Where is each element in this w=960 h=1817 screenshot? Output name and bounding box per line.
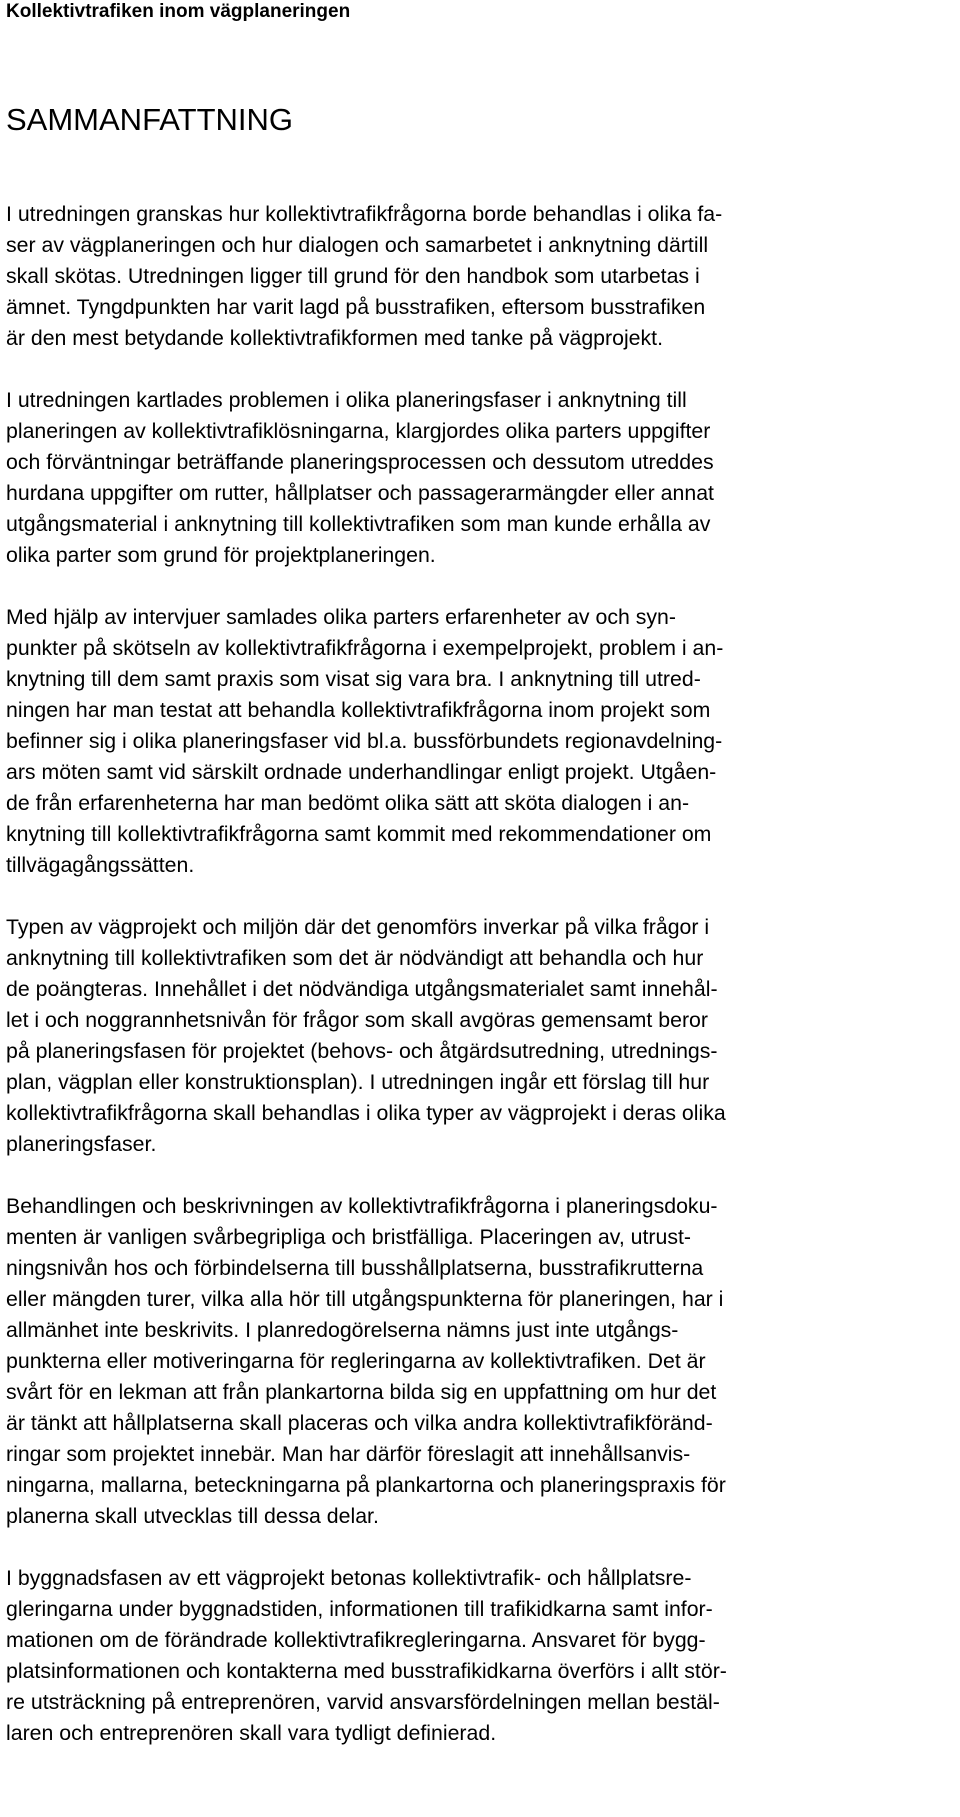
text-line: mationen om de förändrade kollektivtrafikregleringarna. Ansvaret för bygg- [6, 1628, 706, 1652]
text-line: utgångsmaterial i anknytning till kollektivtrafiken som man kunde erhålla av [6, 512, 711, 536]
text-line: punkterna eller motiveringarna för regleringarna av kollektivtrafiken. Det är [6, 1349, 706, 1373]
text-line: befinner sig i olika planeringsfaser vid bl.a. bussförbundets regionavdelning- [6, 729, 723, 753]
text-line: punkter på skötseln av kollektivtrafikfrågorna i exempelprojekt, problem i an- [6, 636, 724, 660]
paragraph [6, 1563, 954, 1749]
text-line: I utredningen granskas hur kollektivtrafikfrågorna borde behandlas i olika fa- [6, 202, 723, 226]
text-line: ämnet. Tyngdpunkten har varit lagd på busstrafiken, eftersom busstrafiken [6, 295, 706, 319]
paragraph-spacer [6, 1532, 954, 1563]
paragraph-spacer [6, 354, 954, 385]
text-line: knytning till kollektivtrafikfrågorna samt kommit med rekommendationer om [6, 822, 712, 846]
paragraph-spacer [6, 1160, 954, 1191]
body-text [6, 199, 954, 1749]
text-line: knytning till dem samt praxis som visat sig vara bra. I anknytning till utred- [6, 667, 701, 691]
text-line: planeringen av kollektivtrafiklösningarna, klargjordes olika parters uppgifter [6, 419, 711, 443]
text-line: och förväntningar beträffande planeringsprocessen och dessutom utreddes [6, 450, 714, 474]
text-line: ars möten samt vid särskilt ordnade underhandlingar enligt projekt. Utgåen- [6, 760, 717, 784]
paragraph [6, 1191, 954, 1532]
text-line: allmänhet inte beskrivits. I planredogörelserna nämns just inte utgångs- [6, 1318, 679, 1342]
text-line: de poängteras. Innehållet i det nödvändiga utgångsmaterialet samt innehål- [6, 977, 718, 1001]
text-line: re utsträckning på entreprenören, varvid ansvarsfördelningen mellan bestäl- [6, 1690, 720, 1714]
section-title: SAMMANFATTNING [6, 102, 294, 137]
text-line: olika parter som grund för projektplaneringen. [6, 543, 436, 567]
paragraph-spacer [6, 881, 954, 912]
text-line: I utredningen kartlades problemen i olika planeringsfaser i anknytning till [6, 388, 687, 412]
text-line: planeringsfaser. [6, 1132, 157, 1156]
text-line: ningsnivån hos och förbindelserna till busshållplatserna, busstrafikrutterna [6, 1256, 704, 1280]
text-line: är den mest betydande kollektivtrafikformen med tanke på vägprojekt. [6, 326, 664, 350]
text-line: hurdana uppgifter om rutter, hållplatser och passagerarmängder eller annat [6, 481, 714, 505]
text-line: plan, vägplan eller konstruktionsplan). I utredningen ingår ett förslag till hur [6, 1070, 710, 1094]
running-header: Kollektivtrafiken inom vägplaneringen [6, 1, 351, 22]
text-line: planerna skall utvecklas till dessa delar. [6, 1504, 379, 1528]
text-line: ningen har man testat att behandla kollektivtrafikfrågorna inom projekt som [6, 698, 711, 722]
text-line: tillvägagångssätten. [6, 853, 195, 877]
text-line: menten är vanligen svårbegripliga och bristfälliga. Placeringen av, utrust- [6, 1225, 692, 1249]
text-line: är tänkt att hållplatserna skall placeras och vilka andra kollektivtrafikföränd- [6, 1411, 713, 1435]
text-line: ningarna, mallarna, beteckningarna på plankartorna och planeringspraxis för [6, 1473, 726, 1497]
paragraph [6, 912, 954, 1160]
paragraph [6, 199, 954, 354]
text-line: Behandlingen och beskrivningen av kollektivtrafikfrågorna i planeringsdoku- [6, 1194, 718, 1218]
text-line: ser av vägplaneringen och hur dialogen och samarbetet i anknytning därtill [6, 233, 709, 257]
text-line: I byggnadsfasen av ett vägprojekt betonas kollektivtrafik- och hållplatsre- [6, 1566, 692, 1590]
paragraph [6, 602, 954, 881]
text-line: svårt för en lekman att från plankartorna bilda sig en uppfattning om hur det [6, 1380, 717, 1404]
text-line: på planeringsfasen för projektet (behovs- och åtgärdsutredning, utrednings- [6, 1039, 718, 1063]
paragraph [6, 385, 954, 571]
text-line: platsinformationen och kontakterna med busstrafikidkarna överförs i allt stör- [6, 1659, 727, 1683]
text-line: eller mängden turer, vilka alla hör till utgångspunkterna för planeringen, har i [6, 1287, 724, 1311]
text-line: let i och noggrannhetsnivån för frågor som skall avgöras gemensamt beror [6, 1008, 708, 1032]
text-line: de från erfarenheterna har man bedömt olika sätt att sköta dialogen i an- [6, 791, 690, 815]
text-line: Med hjälp av intervjuer samlades olika parters erfarenheter av och syn- [6, 605, 676, 629]
paragraph-spacer [6, 571, 954, 602]
text-line: anknytning till kollektivtrafiken som det är nödvändigt att behandla och hur [6, 946, 704, 970]
text-line: skall skötas. Utredningen ligger till grund för den handbok som utarbetas i [6, 264, 700, 288]
text-line: gleringarna under byggnadstiden, informationen till trafikidkarna samt infor- [6, 1597, 713, 1621]
text-line: Typen av vägprojekt och miljön där det genomförs inverkar på vilka frågor i [6, 915, 710, 939]
text-line: ringar som projektet innebär. Man har därför föreslagit att innehållsanvis- [6, 1442, 691, 1466]
text-line: kollektivtrafikfrågorna skall behandlas i olika typer av vägprojekt i deras olika [6, 1101, 726, 1125]
text-line: laren och entreprenören skall vara tydligt definierad. [6, 1721, 497, 1745]
